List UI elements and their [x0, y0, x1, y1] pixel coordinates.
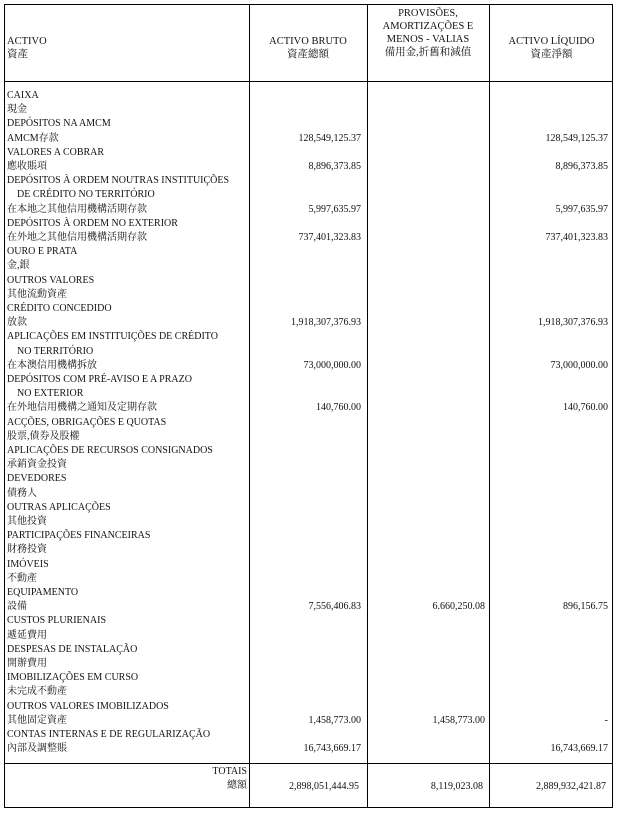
row-label: OUTROS VALORES IMOBILIZADOS	[7, 700, 169, 712]
totals-provisoes: 8,119,023.08	[430, 781, 483, 792]
table-row	[5, 231, 614, 245]
row-label: 應收賬項	[7, 161, 47, 172]
table-row	[5, 89, 614, 103]
table-row	[5, 515, 614, 529]
row-label: DEPÓSITOS COM PRÉ-AVISO E A PRAZO	[7, 374, 192, 385]
row-label: CUSTOS PLURIENAIS	[7, 615, 106, 627]
table-row	[5, 188, 614, 202]
row-label: DEPÓSITOS À ORDEM NO EXTERIOR	[7, 217, 178, 229]
header-bruto-zh: 資產總額	[287, 49, 329, 60]
row-label: 承銷資金投資	[7, 459, 67, 471]
table-row	[5, 430, 614, 444]
header-prov-zh: 備用金,折舊和減值	[384, 47, 472, 58]
row-label: CRÉDITO CONCEDIDO	[7, 303, 112, 314]
row-label: 未完成不動產	[7, 686, 67, 698]
cell-activo-bruto: 737,401,323.83	[298, 232, 361, 243]
row-label: OUTROS VALORES	[7, 274, 95, 286]
row-label: NO TERRITÓRIO	[17, 345, 94, 357]
table-row	[5, 600, 614, 614]
row-label: CAIXA	[7, 90, 39, 101]
table-row	[5, 330, 614, 344]
totals-liquido: 2,889,932,421.87	[536, 781, 606, 792]
table-row	[5, 586, 614, 600]
row-label: 不動產	[7, 572, 37, 584]
table-row	[5, 174, 614, 188]
cell-provisoes: 6.660,250.08	[432, 601, 485, 613]
header-liquido-zh: 資產淨額	[530, 49, 573, 60]
table-row	[5, 714, 614, 728]
balance-sheet-table	[4, 4, 613, 808]
header-liquido-pt: ACTIVO LÍQUIDO	[508, 36, 595, 47]
header-activo-pt: ACTIVO	[7, 36, 47, 47]
table-row	[5, 259, 614, 273]
table-row	[5, 614, 614, 628]
row-label: 開辦費用	[7, 658, 47, 669]
row-label: ACÇÕES, OBRIGAÇÕES E QUOTAS	[7, 416, 167, 428]
row-label: OUTRAS APLICAÇÕES	[7, 501, 111, 513]
row-label: 其他流動資產	[7, 288, 67, 300]
table-row	[5, 401, 614, 415]
table-row	[5, 316, 614, 330]
cell-activo-bruto: 1,458,773.00	[308, 714, 361, 726]
row-label: VALORES A COBRAR	[7, 146, 105, 158]
table-row	[5, 146, 614, 160]
table-row	[5, 416, 614, 430]
row-label: 內部及調整賬	[7, 743, 67, 755]
cell-activo-liquido: 8,896,373.85	[555, 161, 608, 172]
totals-label-zh: 總額	[227, 780, 247, 791]
table-row	[5, 288, 614, 302]
cell-activo-liquido: -	[604, 714, 608, 726]
table-row	[5, 657, 614, 671]
table-row	[5, 501, 614, 515]
cell-activo-bruto: 5,997,635.97	[308, 203, 361, 215]
cell-activo-bruto: 73,000,000.00	[303, 359, 361, 371]
row-label: APLICAÇÕES EM INSTITUIÇÕES DE CRÉDITO	[7, 331, 218, 343]
table-row	[5, 274, 614, 288]
table-row	[5, 245, 614, 259]
table-row	[5, 472, 614, 486]
row-label: 設備	[7, 601, 27, 613]
table-row	[5, 558, 614, 572]
row-label: 在外地之其他信用機構活期存款	[7, 232, 147, 243]
table-row	[5, 217, 614, 231]
row-label: 其他投資	[7, 516, 47, 527]
row-label: NO EXTERIOR	[17, 388, 84, 400]
table-row	[5, 685, 614, 699]
table-row	[5, 643, 614, 657]
table-row	[5, 387, 614, 401]
row-label: 財務投資	[7, 544, 47, 556]
table-row	[5, 359, 614, 373]
row-label: 在本地之其他信用機構活期存款	[7, 203, 147, 215]
row-label: 在本澳信用機構拆放	[7, 359, 97, 371]
table-row	[5, 572, 614, 586]
table-row	[5, 132, 614, 146]
header-divider	[5, 81, 612, 82]
table-row	[5, 117, 614, 131]
cell-activo-bruto: 140,760.00	[316, 402, 361, 414]
cell-activo-liquido: 737,401,323.83	[545, 232, 608, 243]
totals-divider	[5, 763, 612, 764]
table-row	[5, 345, 614, 359]
cell-activo-liquido: 140,760.00	[563, 402, 608, 414]
table-row	[5, 671, 614, 685]
header-liquido	[489, 35, 614, 61]
row-label: EQUIPAMENTO	[7, 587, 79, 598]
cell-activo-bruto: 128,549,125.37	[298, 132, 361, 144]
table-row	[5, 373, 614, 387]
cell-activo-liquido: 16,743,669.17	[550, 743, 608, 755]
table-row	[5, 742, 614, 756]
table-row	[5, 444, 614, 458]
table-row	[5, 458, 614, 472]
totals-label-pt: TOTAIS	[212, 766, 247, 777]
row-label: 在外地信用機構之通知及定期存款	[7, 402, 157, 414]
row-label: DEPÓSITOS À ORDEM NOUTRAS INSTITUIÇÕES	[7, 175, 230, 187]
row-label: IMOBILIZAÇÕES EM CURSO	[7, 672, 139, 684]
row-label: DE CRÉDITO NO TERRITÓRIO	[17, 189, 155, 201]
header-activo	[7, 35, 47, 61]
cell-provisoes: 1,458,773.00	[432, 714, 485, 726]
row-label: IMÓVEIS	[7, 558, 49, 570]
table-row	[5, 302, 614, 316]
table-row	[5, 487, 614, 501]
cell-activo-bruto: 1,918,307,376.93	[291, 317, 361, 329]
row-label: 金,銀	[7, 260, 30, 272]
header-prov-pt-3: MENOS - VALIAS	[386, 34, 470, 45]
row-label: 其他固定資產	[7, 714, 67, 726]
row-label: 現金	[7, 104, 27, 116]
cell-activo-liquido: 128,549,125.37	[545, 132, 608, 144]
cell-activo-bruto: 7,556,406.83	[308, 601, 361, 613]
table-row	[5, 203, 614, 217]
cell-activo-liquido: 5,997,635.97	[555, 203, 608, 215]
row-label: PARTICIPAÇÕES FINANCEIRAS	[7, 530, 151, 542]
row-label: DEVEDORES	[7, 473, 67, 485]
table-row	[5, 529, 614, 543]
row-label: DESPESAS DE INSTALAÇÃO	[7, 643, 138, 655]
cell-activo-bruto: 8,896,373.85	[308, 161, 361, 172]
table-row	[5, 543, 614, 557]
table-row	[5, 700, 614, 714]
header-prov-pt-2: AMORTIZAÇÕES E	[382, 21, 474, 32]
cell-activo-liquido: 896,156.75	[563, 601, 608, 613]
table-row	[5, 160, 614, 174]
cell-activo-liquido: 73,000,000.00	[550, 359, 608, 371]
row-label: 遞延費用	[7, 629, 47, 641]
header-bruto	[249, 35, 367, 61]
row-label: CONTAS INTERNAS E DE REGULARIZAÇÃO	[7, 729, 211, 740]
table-row	[5, 103, 614, 117]
row-label: DEPÓSITOS NA AMCM	[7, 118, 111, 130]
cell-activo-bruto: 16,743,669.17	[303, 743, 361, 755]
row-label: APLICAÇÕES DE RECURSOS CONSIGNADOS	[7, 445, 213, 456]
header-prov-pt-1: PROVISÕES,	[398, 8, 458, 19]
cell-activo-liquido: 1,918,307,376.93	[538, 317, 608, 329]
header-bruto-pt: ACTIVO BRUTO	[269, 36, 347, 47]
row-label: 債務人	[7, 487, 37, 499]
header-provisoes	[367, 7, 489, 59]
row-label: 放款	[7, 317, 27, 329]
row-label: AMCM存款	[7, 132, 59, 144]
totals-label	[195, 765, 247, 793]
header-activo-zh: 資產	[7, 49, 28, 60]
row-label: OURO E PRATA	[7, 246, 78, 258]
row-label: 股票,債券及股權	[7, 430, 80, 442]
table-row	[5, 629, 614, 643]
table-row	[5, 728, 614, 742]
totals-bruto: 2,898,051,444.95	[289, 781, 359, 792]
